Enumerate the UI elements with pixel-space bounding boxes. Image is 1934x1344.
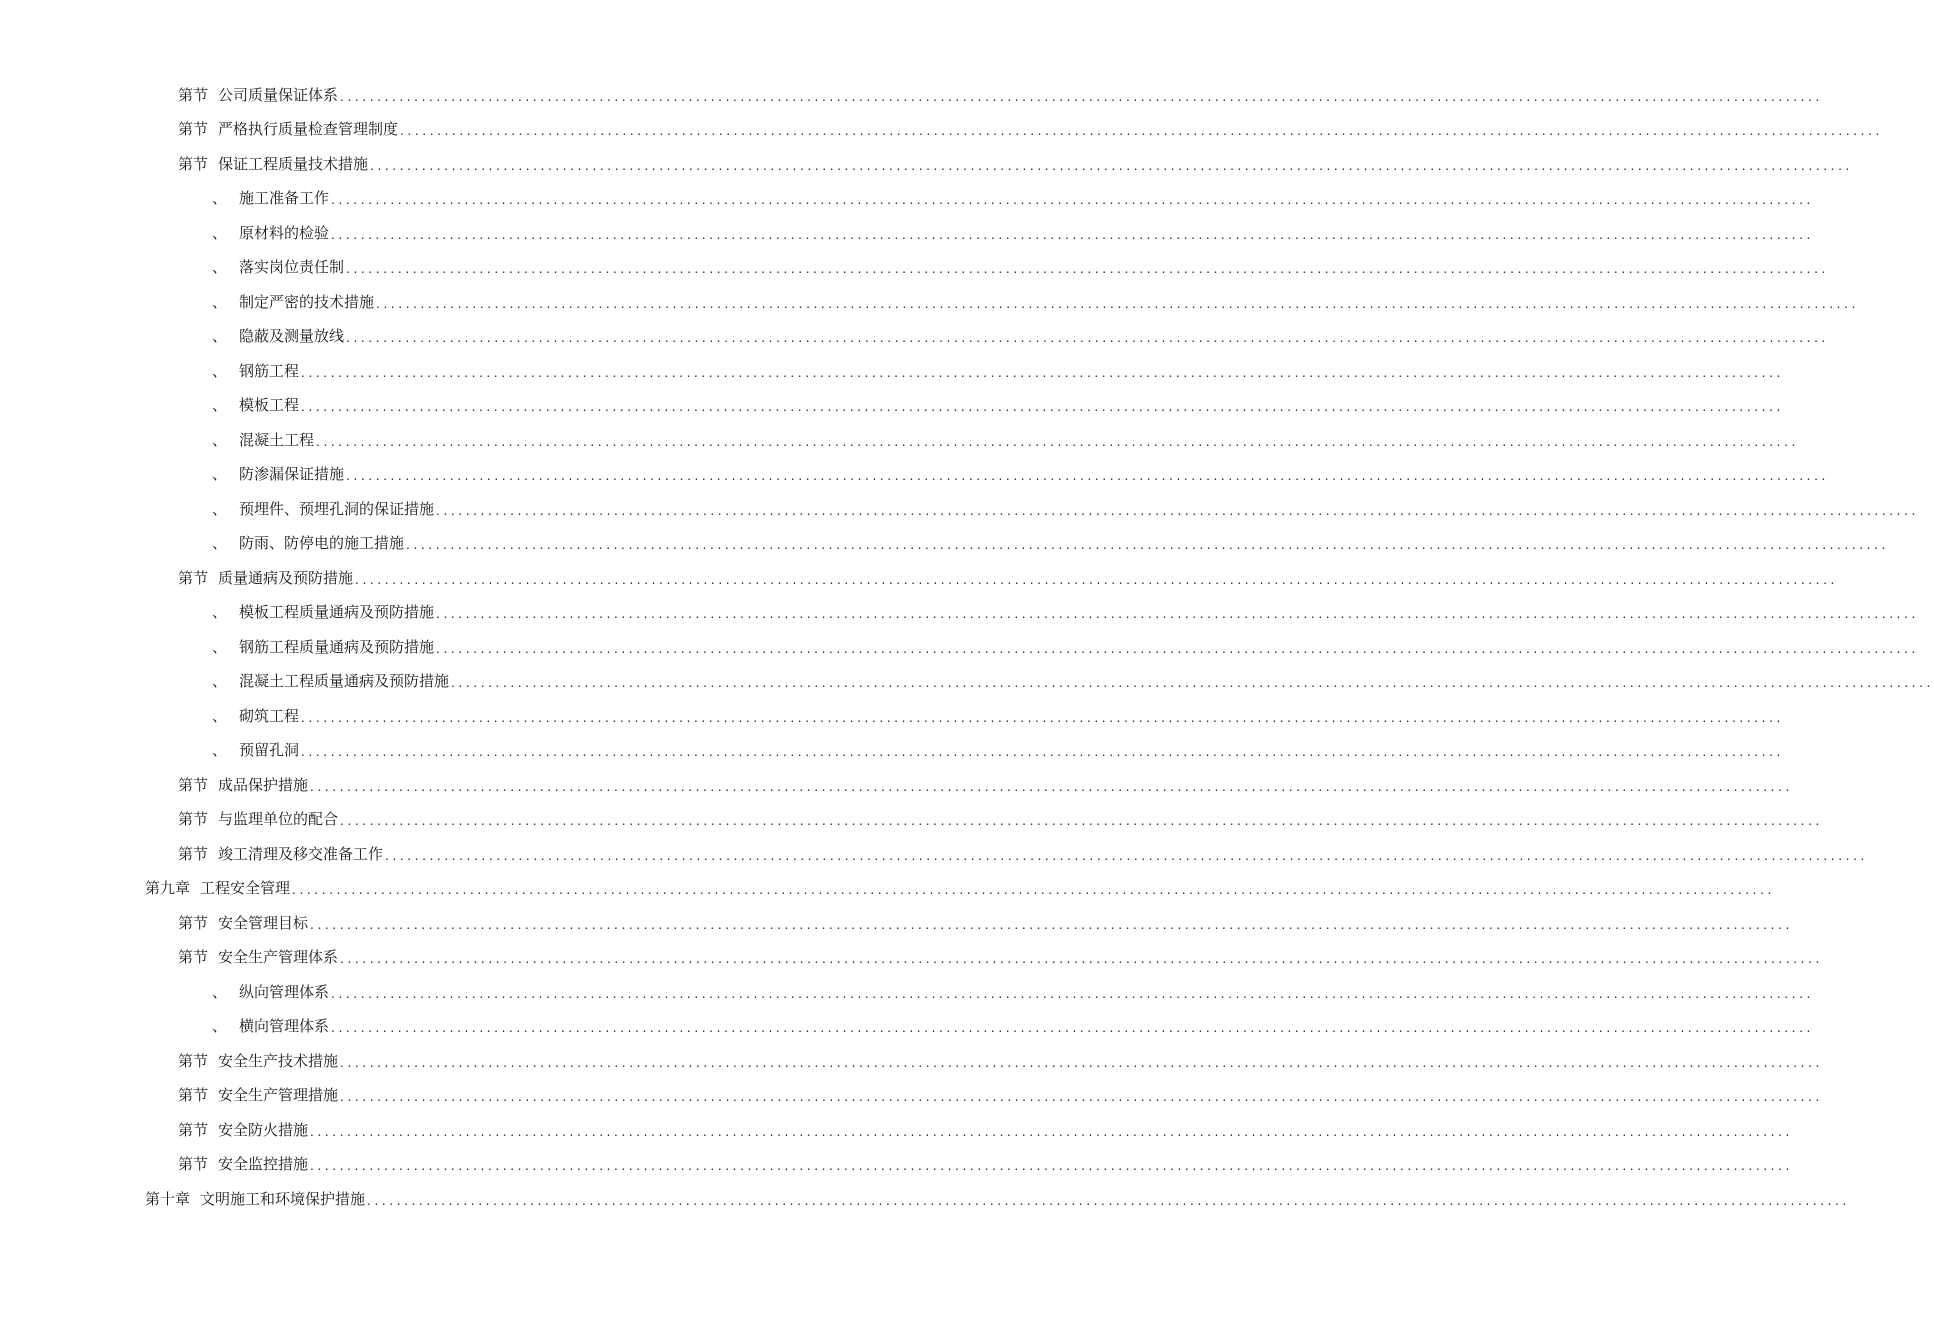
toc-entry-prefix: 第十章 (145, 1189, 191, 1208)
toc-entry-title: 混凝土工程 (239, 430, 315, 449)
toc-entry-prefix: 第节 (178, 568, 209, 587)
toc-dot-leader: ........................................................................................................................................................................................................ (340, 952, 1823, 967)
toc-dot-leader: ........................................................................................................................................................................................................ (331, 1021, 1814, 1036)
toc-dot-leader: ........................................................................................................................................................................................................ (340, 814, 1823, 829)
toc-entry-prefix: 、 (212, 430, 228, 449)
toc-entry-title: 安全生产管理体系 (218, 948, 339, 967)
toc-entry-prefix: 、 (212, 534, 228, 553)
toc-section-entry[interactable] (0, 78, 1823, 113)
toc-entry-prefix: 第节 (178, 913, 209, 932)
toc-dot-leader: ........................................................................................................................................................................................................ (436, 607, 1919, 622)
toc-entry-prefix: 第九章 (145, 879, 191, 898)
toc-entry-prefix: 、 (212, 327, 228, 346)
toc-dot-leader: ........................................................................................................................................................................................................ (451, 676, 1934, 691)
toc-dot-leader: ........................................................................................................................................................................................................ (310, 1159, 1793, 1174)
toc-entry-prefix: 第节 (178, 1155, 209, 1174)
toc-section-entry[interactable] (0, 147, 1853, 182)
toc-entry-prefix: 第节 (178, 154, 209, 173)
toc-section-entry[interactable] (0, 941, 1823, 976)
toc-entry-title: 钢筋工程质量通病及预防措施 (239, 637, 435, 656)
toc-subsection-entry[interactable] (0, 665, 1934, 700)
toc-entry-title: 严格执行质量检查管理制度 (218, 120, 399, 139)
toc-entry-prefix: 、 (212, 258, 228, 277)
toc-entry-title: 原材料的检验 (239, 223, 330, 242)
toc-section-entry[interactable] (0, 803, 1823, 838)
toc-dot-leader: ........................................................................................................................................................................................................ (346, 262, 1829, 277)
toc-subsection-entry[interactable] (0, 596, 1919, 631)
toc-entry-title: 与监理单位的配合 (218, 810, 339, 829)
toc-section-entry[interactable] (0, 1044, 1823, 1079)
toc-subsection-entry[interactable] (0, 216, 1814, 251)
toc-dot-leader: ........................................................................................................................................................................................................ (370, 158, 1853, 173)
toc-entry-title: 钢筋工程 (239, 361, 300, 380)
toc-entry-prefix: 、 (212, 189, 228, 208)
toc-entry-title: 安全防火措施 (218, 1120, 309, 1139)
toc-section-entry[interactable] (0, 1079, 1823, 1114)
toc-chapter-entry[interactable] (0, 1182, 1850, 1217)
toc-section-entry[interactable] (0, 1113, 1793, 1148)
table-of-contents (0, 78, 1934, 1217)
toc-entry-prefix: 、 (212, 499, 228, 518)
toc-entry-title: 隐蔽及测量放线 (239, 327, 345, 346)
toc-entry-title: 安全生产管理措施 (218, 1086, 339, 1105)
toc-entry-title: 预埋件、预埋孔洞的保证措施 (239, 499, 435, 518)
toc-dot-leader: ........................................................................................................................................................................................................ (406, 538, 1889, 553)
toc-dot-leader: ........................................................................................................................................................................................................ (331, 227, 1814, 242)
toc-dot-leader: ........................................................................................................................................................................................................ (301, 745, 1784, 760)
toc-entry-title: 公司质量保证体系 (218, 85, 339, 104)
toc-entry-title: 砌筑工程 (239, 706, 300, 725)
toc-subsection-entry[interactable] (0, 1010, 1814, 1045)
toc-subsection-entry[interactable] (0, 458, 1829, 493)
toc-section-entry[interactable] (0, 837, 1868, 872)
toc-subsection-entry[interactable] (0, 285, 1859, 320)
toc-entry-prefix: 第节 (178, 85, 209, 104)
toc-section-entry[interactable] (0, 113, 1883, 148)
toc-entry-prefix: 、 (212, 1017, 228, 1036)
toc-entry-title: 质量通病及预防措施 (218, 568, 354, 587)
toc-subsection-entry[interactable] (0, 527, 1889, 562)
toc-entry-prefix: 、 (212, 741, 228, 760)
toc-entry-title: 模板工程 (239, 396, 300, 415)
toc-entry-prefix: 、 (212, 292, 228, 311)
toc-entry-prefix: 、 (212, 396, 228, 415)
toc-dot-leader: ........................................................................................................................................................................................................ (346, 331, 1829, 346)
toc-dot-leader: ........................................................................................................................................................................................................ (310, 779, 1793, 794)
toc-entry-title: 防渗漏保证措施 (239, 465, 345, 484)
toc-entry-title: 安全管理目标 (218, 913, 309, 932)
toc-dot-leader: ........................................................................................................................................................................................................ (346, 469, 1829, 484)
toc-entry-prefix: 第节 (178, 1051, 209, 1070)
toc-entry-prefix: 、 (212, 637, 228, 656)
toc-dot-leader: ........................................................................................................................................................................................................ (436, 641, 1919, 656)
toc-entry-prefix: 、 (212, 603, 228, 622)
toc-dot-leader: ........................................................................................................................................................................................................ (340, 1055, 1823, 1070)
toc-dot-leader: ........................................................................................................................................................................................................ (376, 296, 1859, 311)
toc-entry-prefix: 第节 (178, 948, 209, 967)
toc-section-entry[interactable] (0, 768, 1793, 803)
toc-dot-leader: ........................................................................................................................................................................................................ (331, 986, 1814, 1001)
toc-subsection-entry[interactable] (0, 354, 1784, 389)
toc-entry-title: 竣工清理及移交准备工作 (218, 844, 384, 863)
toc-entry-prefix: 第节 (178, 775, 209, 794)
toc-dot-leader: ........................................................................................................................................................................................................ (301, 365, 1784, 380)
toc-dot-leader: ........................................................................................................................................................................................................ (367, 1193, 1850, 1208)
toc-entry-prefix: 、 (212, 223, 228, 242)
toc-subsection-entry[interactable] (0, 251, 1829, 286)
toc-entry-title: 工程安全管理 (200, 879, 291, 898)
toc-entry-prefix: 、 (212, 465, 228, 484)
toc-subsection-entry[interactable] (0, 699, 1784, 734)
toc-dot-leader: ........................................................................................................................................................................................................ (301, 710, 1784, 725)
toc-subsection-entry[interactable] (0, 182, 1814, 217)
toc-entry-title: 成品保护措施 (218, 775, 309, 794)
toc-section-entry[interactable] (0, 1148, 1793, 1183)
toc-entry-prefix: 第节 (178, 1086, 209, 1105)
toc-dot-leader: ........................................................................................................................................................................................................ (400, 124, 1883, 139)
toc-entry-title: 保证工程质量技术措施 (218, 154, 369, 173)
toc-subsection-entry[interactable] (0, 975, 1814, 1010)
toc-entry-title: 预留孔洞 (239, 741, 300, 760)
toc-dot-leader: ........................................................................................................................................................................................................ (436, 503, 1919, 518)
toc-entry-prefix: 第节 (178, 1120, 209, 1139)
toc-section-entry[interactable] (0, 906, 1793, 941)
toc-entry-title: 安全生产技术措施 (218, 1051, 339, 1070)
toc-dot-leader: ........................................................................................................................................................................................................ (340, 1090, 1823, 1105)
toc-subsection-entry[interactable] (0, 630, 1919, 665)
toc-dot-leader: ........................................................................................................................................................................................................ (340, 89, 1823, 104)
toc-entry-title: 模板工程质量通病及预防措施 (239, 603, 435, 622)
toc-entry-title: 纵向管理体系 (239, 982, 330, 1001)
toc-entry-title: 文明施工和环境保护措施 (200, 1189, 366, 1208)
toc-entry-prefix: 、 (212, 982, 228, 1001)
toc-subsection-entry[interactable] (0, 492, 1919, 527)
toc-entry-title: 安全监控措施 (218, 1155, 309, 1174)
toc-entry-prefix: 第节 (178, 810, 209, 829)
toc-entry-title: 制定严密的技术措施 (239, 292, 375, 311)
toc-dot-leader: ........................................................................................................................................................................................................ (385, 848, 1868, 863)
toc-entry-prefix: 、 (212, 672, 228, 691)
toc-entry-title: 施工准备工作 (239, 189, 330, 208)
toc-dot-leader: ........................................................................................................................................................................................................ (301, 400, 1784, 415)
toc-dot-leader: ........................................................................................................................................................................................................ (292, 883, 1775, 898)
toc-subsection-entry[interactable] (0, 734, 1784, 769)
toc-dot-leader: ........................................................................................................................................................................................................ (331, 193, 1814, 208)
toc-dot-leader: ........................................................................................................................................................................................................ (316, 434, 1799, 449)
toc-dot-leader: ........................................................................................................................................................................................................ (310, 917, 1793, 932)
toc-subsection-entry[interactable] (0, 320, 1829, 355)
toc-section-entry[interactable] (0, 561, 1838, 596)
toc-entry-prefix: 第节 (178, 844, 209, 863)
toc-entry-prefix: 、 (212, 706, 228, 725)
toc-dot-leader: ........................................................................................................................................................................................................ (355, 572, 1838, 587)
toc-subsection-entry[interactable] (0, 389, 1784, 424)
toc-dot-leader: ........................................................................................................................................................................................................ (310, 1124, 1793, 1139)
toc-entry-title: 落实岗位责任制 (239, 258, 345, 277)
toc-entry-prefix: 第节 (178, 120, 209, 139)
toc-chapter-entry[interactable] (0, 872, 1775, 907)
toc-entry-title: 防雨、防停电的施工措施 (239, 534, 405, 553)
toc-subsection-entry[interactable] (0, 423, 1799, 458)
toc-entry-title: 混凝土工程质量通病及预防措施 (239, 672, 450, 691)
toc-entry-title: 横向管理体系 (239, 1017, 330, 1036)
toc-entry-prefix: 、 (212, 361, 228, 380)
